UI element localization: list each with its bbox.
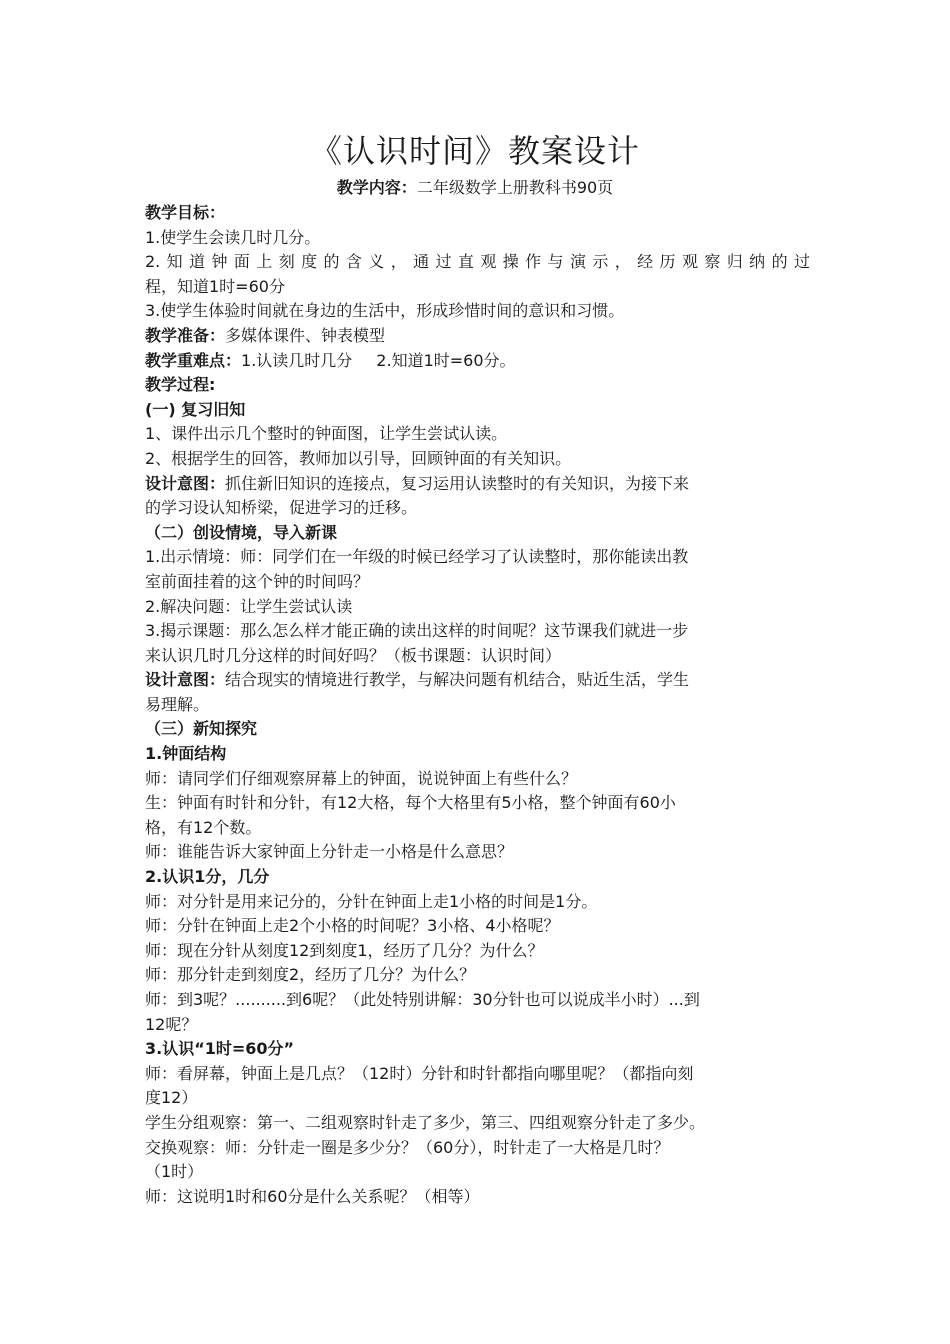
teaching-content-text: 二年级数学上册教科书90页 — [416, 178, 614, 197]
objective-line: 1.使学生会读几时几分。 — [145, 227, 321, 247]
teaching-content — [0, 176, 950, 200]
body-line: 师：看屏幕，钟面上是几点？（12时）分针和时针都指向哪里呢？（都指向刻 — [145, 1063, 694, 1083]
objectives-label: 教学目标： — [145, 203, 226, 222]
subsection-heading: 3.认识“1时=60分” — [145, 1039, 295, 1059]
body-line: 师：那分针走到刻度2，经历了几分？为什么？ — [145, 965, 476, 985]
design-intent-label: 设计意图： — [145, 670, 226, 690]
body-line: 交换观察：师：分针走一圈是多少分？（60分），时针走了一大格是几时？ — [145, 1137, 670, 1157]
body-line: 2.解决问题：让学生尝试认读 — [145, 596, 353, 616]
key-point-1: 1.认读几时几分 — [241, 350, 353, 370]
preparation — [145, 324, 810, 349]
section-heading: （二）创设情境，导入新课 — [145, 522, 338, 542]
body-line: 易理解。 — [145, 694, 210, 714]
body-line: 师：到3呢？..........到6呢？（此处特别讲解：30分针也可以说成半小时）...到 — [145, 990, 700, 1009]
body-line: 师：这说明1时和60分是什么关系呢？（相等） — [145, 1186, 480, 1206]
preparation-text: 多媒体课件、钟表模型 — [225, 325, 386, 345]
key-points-label: 教学重难点： — [145, 350, 242, 370]
design-intent-label: 设计意图： — [145, 473, 226, 493]
objective-line: 程，知道1时=60分 — [145, 276, 285, 296]
key-points — [145, 349, 810, 374]
body-line: 的学习设认知桥梁，促进学习的迁移。 — [145, 498, 418, 518]
body-line: 师：请同学们仔细观察屏幕上的钟面，说说钟面上有些什么？ — [145, 768, 578, 788]
body-line: 3.揭示课题：那么怎么样才能正确的读出这样的时间呢？这节课我们就进一步 — [145, 621, 689, 641]
body-line: 室前面挂着的这个钟的时间吗？ — [145, 571, 370, 591]
body-line: 度12） — [145, 1088, 198, 1108]
objective-line: 3.使学生体验时间就在身边的生活中，形成珍惜时间的意识和习惯。 — [145, 301, 625, 321]
document-body — [145, 201, 810, 1209]
body-line: 格，有12个数。 — [145, 817, 262, 837]
section-heading: (一) 复习旧知 — [145, 399, 246, 419]
body-line: 师：对分针是用来记分的，分针在钟面上走1小格的时间是1分。 — [145, 891, 598, 911]
body-line: 2、根据学生的回答，教师加以引导，回顾钟面的有关知识。 — [145, 448, 572, 468]
design-intent-text: 结合现实的情境进行教学，与解决问题有机结合，贴近生活，学生 — [225, 670, 690, 690]
document-title: 《认识时间》教案设计 — [309, 132, 640, 170]
body-line: 师：谁能告诉大家钟面上分针走一小格是什么意思？ — [145, 842, 514, 862]
body-line: 师：分针在钟面上走2个小格的时间呢？3小格、4小格呢？ — [145, 916, 560, 936]
body-line: 师：现在分针从刻度12到刻度1，经历了几分？为什么？ — [145, 940, 544, 960]
teaching-content-label: 教学内容： — [336, 178, 417, 197]
preparation-label: 教学准备： — [145, 325, 226, 345]
body-line: 1、课件出示几个整时的钟面图，让学生尝试认读。 — [145, 424, 508, 444]
body-line: 生：钟面有时针和分针，有12大格，每个大格里有5小格，整个钟面有60小 — [145, 793, 676, 813]
design-intent-text: 抓住新旧知识的连接点，复习运用认读整时的有关知识，为接下来 — [225, 473, 690, 493]
body-line: （1时） — [145, 1162, 204, 1182]
section-heading: （三）新知探究 — [145, 719, 258, 739]
objective-line: 2.知道钟面上刻度的含义，通过直观操作与演示，经历观察归纳的过 — [145, 252, 810, 272]
design-intent — [145, 472, 810, 497]
subsection-heading: 1.钟面结构 — [145, 744, 227, 764]
design-intent — [145, 668, 810, 693]
process-label: 教学过程: — [145, 375, 216, 395]
key-point-2: 2.知道1时=60分。 — [376, 350, 516, 370]
body-line: 12呢？ — [145, 1014, 198, 1034]
body-line: 学生分组观察：第一、二组观察时针走了多少，第三、四组观察分针走了多少。 — [145, 1112, 706, 1132]
subsection-heading: 2.认识1分，几分 — [145, 867, 270, 887]
body-line: 1.出示情境：师：同学们在一年级的时候已经学习了认读整时，那你能读出教 — [145, 547, 689, 567]
body-line: 来认识几时几分这样的时间好吗？（板书课题：认识时间） — [145, 645, 562, 665]
